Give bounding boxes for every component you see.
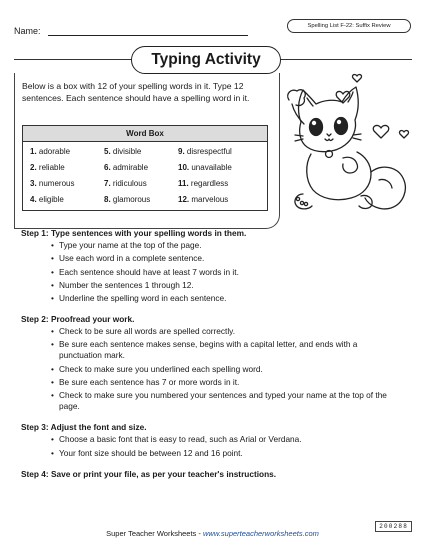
word-number: 3. bbox=[30, 179, 37, 188]
word-number: 5. bbox=[104, 147, 111, 156]
word-box-item bbox=[178, 162, 274, 174]
step-block bbox=[21, 468, 413, 480]
step-item: • Check to make sure you underlined each spelling word. bbox=[59, 364, 413, 375]
step-item: • Underline the spelling word in each sentence. bbox=[59, 293, 413, 304]
step-block bbox=[21, 227, 413, 304]
word-box-title: Word Box bbox=[23, 126, 267, 142]
word-box-item bbox=[104, 178, 178, 190]
word-text: numerous bbox=[38, 179, 75, 188]
word-box-item bbox=[178, 178, 274, 190]
step-block bbox=[21, 421, 413, 458]
word-number: 6. bbox=[104, 163, 111, 172]
word-number: 1. bbox=[30, 147, 37, 156]
word-box-item bbox=[30, 194, 104, 206]
word-box-item bbox=[30, 178, 104, 190]
word-box-item bbox=[178, 146, 274, 158]
word-text: reliable bbox=[38, 163, 65, 172]
heart-icon bbox=[352, 75, 361, 82]
spelling-list-tag: Spelling List F-22: Suffix Review bbox=[287, 19, 411, 33]
word-number: 8. bbox=[104, 195, 111, 204]
cat-with-hearts-illustration bbox=[283, 62, 413, 232]
step-item: • Check to be sure all words are spelled correctly. bbox=[59, 326, 413, 337]
step-item: • Be sure each sentence has 7 or more words in it. bbox=[59, 377, 413, 388]
step-item: • Use each word in a complete sentence. bbox=[59, 253, 413, 264]
word-box-item bbox=[30, 162, 104, 174]
steps-section bbox=[21, 227, 413, 489]
name-line bbox=[48, 35, 248, 36]
heart-icon bbox=[399, 131, 408, 138]
word-text: glamorous bbox=[112, 195, 151, 204]
step-item: • Each sentence should have at least 7 words in it. bbox=[59, 267, 413, 278]
step-item: • Be sure each sentence makes sense, begins with a capital letter, and ends with a punctuation mark. bbox=[59, 339, 413, 361]
word-text: eligible bbox=[38, 195, 64, 204]
word-number: 12. bbox=[178, 195, 190, 204]
word-box-grid bbox=[23, 142, 267, 210]
word-text: marvelous bbox=[191, 195, 229, 204]
word-text: admirable bbox=[112, 163, 149, 172]
step-list bbox=[21, 326, 413, 412]
step-item: • Type your name at the top of the page. bbox=[59, 240, 413, 251]
word-number: 10. bbox=[178, 163, 190, 172]
word-box-item bbox=[104, 162, 178, 174]
heart-icon bbox=[373, 125, 388, 138]
footer-text: Super Teacher Worksheets - bbox=[106, 529, 203, 538]
word-number: 9. bbox=[178, 147, 185, 156]
step-block bbox=[21, 313, 413, 412]
footer bbox=[0, 529, 425, 538]
step-item: • Your font size should be between 12 and 16 point. bbox=[59, 448, 413, 459]
word-number: 2. bbox=[30, 163, 37, 172]
word-text: ridiculous bbox=[112, 179, 147, 188]
word-text: adorable bbox=[38, 147, 71, 156]
worksheet-code: 200288 bbox=[375, 521, 412, 532]
name-label: Name: bbox=[14, 26, 41, 36]
step-item: • Number the sentences 1 through 12. bbox=[59, 280, 413, 291]
step-title: Step 1: Type sentences with your spelling words in them. bbox=[21, 228, 247, 238]
step-list bbox=[21, 434, 413, 458]
word-box-item bbox=[104, 194, 178, 206]
step-title: Step 2: Proofread your work. bbox=[21, 314, 135, 325]
word-text: unavailable bbox=[191, 163, 232, 172]
footer-site-link[interactable]: www.superteacherworksheets.com bbox=[202, 529, 319, 538]
step-title: Step 4: Save or print your file, as per your teacher's instructions. bbox=[21, 468, 277, 479]
word-box-item bbox=[104, 146, 178, 158]
step-item: • Choose a basic font that is easy to read, such as Arial or Verdana. bbox=[59, 434, 413, 445]
word-text: divisible bbox=[112, 147, 142, 156]
word-box bbox=[22, 125, 268, 211]
word-box-item bbox=[30, 146, 104, 158]
word-number: 11. bbox=[178, 179, 189, 188]
word-box-item bbox=[178, 194, 274, 206]
step-item: • Check to make sure you numbered your sentences and typed your name at the top of the page. bbox=[59, 390, 413, 412]
word-number: 7. bbox=[104, 179, 111, 188]
word-number: 4. bbox=[30, 195, 37, 204]
step-list bbox=[21, 240, 413, 304]
page-title: Typing Activity bbox=[131, 46, 281, 74]
word-text: disrespectful bbox=[186, 147, 232, 156]
word-text: regardless bbox=[190, 179, 229, 188]
step-title: Step 3: Adjust the font and size. bbox=[21, 422, 147, 433]
intro-text: Below is a box with 12 of your spelling words in it. Type 12 sentences. Each sentence should have a spelling word in it. bbox=[22, 81, 250, 104]
